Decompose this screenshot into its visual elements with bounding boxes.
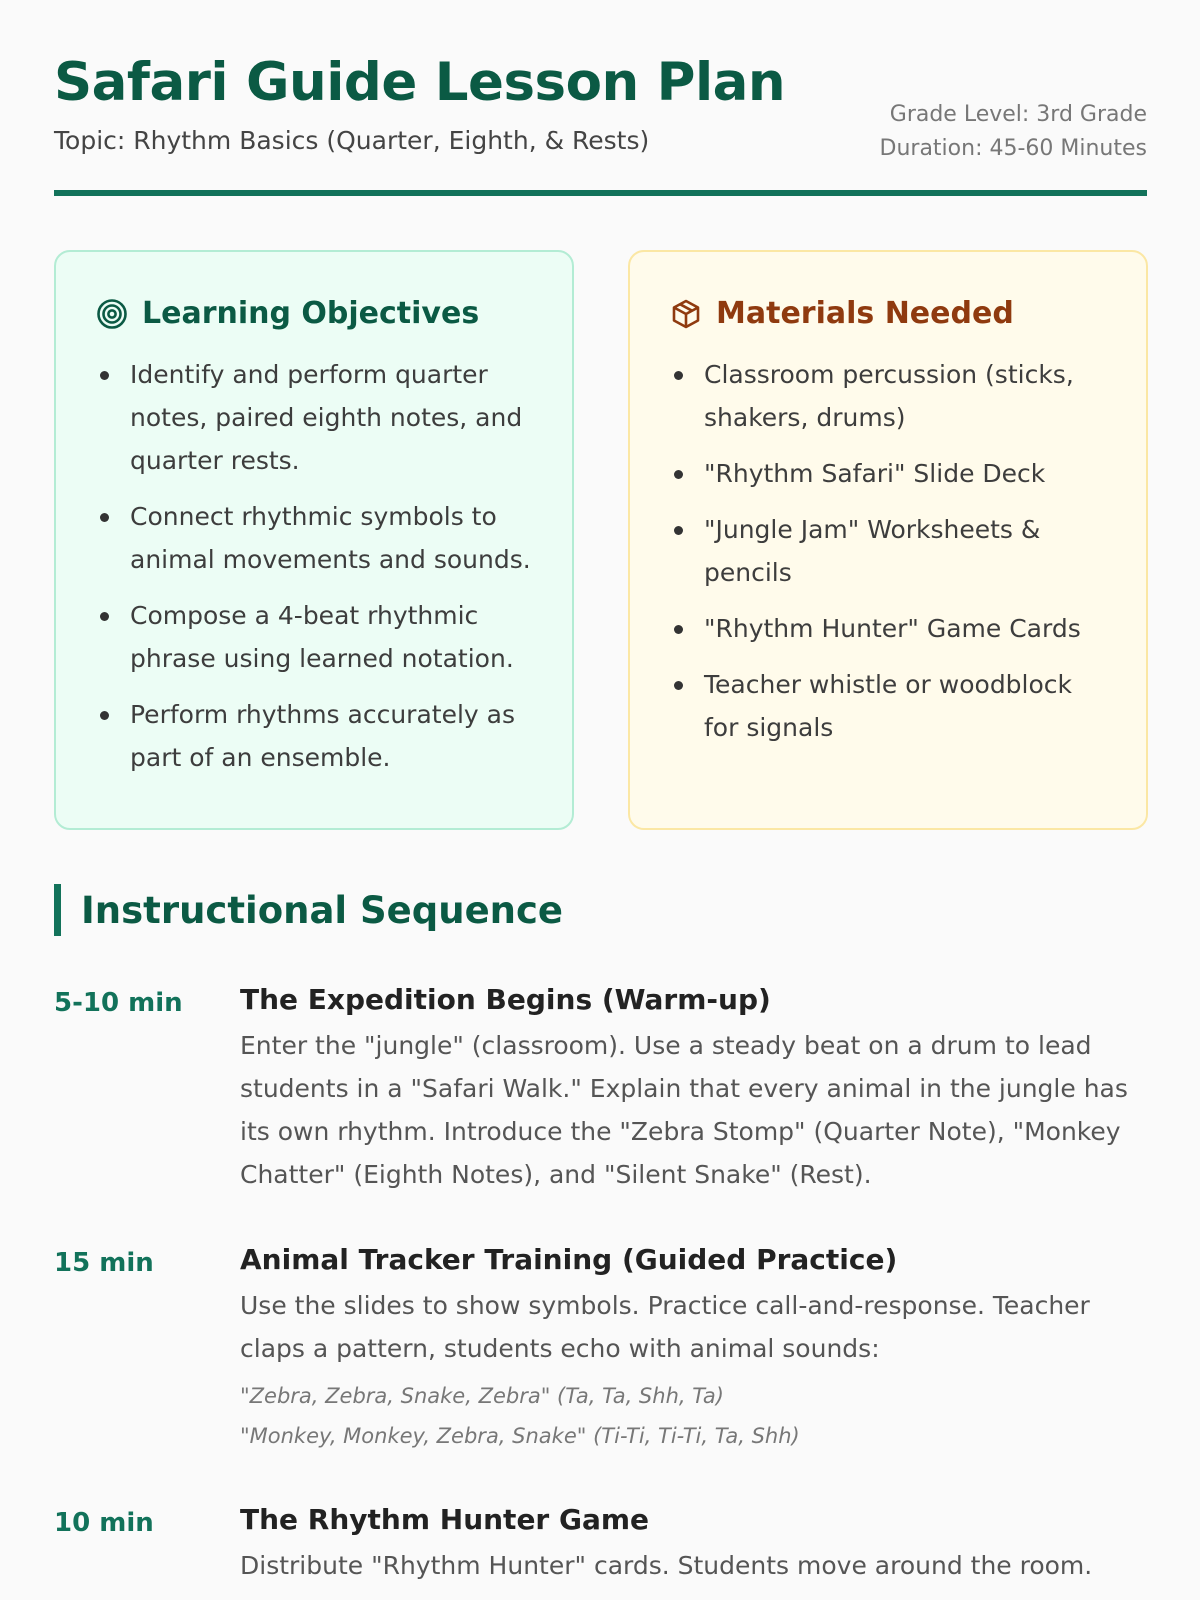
- rhythm-example: "Monkey, Monkey, Zebra, Snake" (Ti-Ti, Ti-Ti, Ta, Shh): [240, 1424, 800, 1448]
- objectives-list: [96, 353, 538, 779]
- objective-item: Perform rhythms accurately as part of an ensemble.: [96, 693, 538, 779]
- grade-level: Grade Level: 3rd Grade: [889, 102, 1147, 127]
- step-description: Use the slides to show symbols. Practice call-and-response. Teacher claps a pattern, students echo with animal sounds:: [240, 1291, 1090, 1363]
- objective-item: Identify and perform quarter notes, paired eighth notes, and quarter rests.: [96, 353, 538, 482]
- rhythm-example: "Zebra, Zebra, Snake, Zebra" (Ta, Ta, Shh, Ta): [240, 1384, 724, 1408]
- objective-item: Compose a 4-beat rhythmic phrase using learned notation.: [96, 594, 538, 680]
- header-divider: [54, 190, 1147, 196]
- step-title: Animal Tracker Training (Guided Practice): [240, 1243, 898, 1276]
- step-title: The Expedition Begins (Warm-up): [240, 983, 771, 1016]
- step-body: [240, 1502, 1147, 1587]
- step-description: Enter the "jungle" (classroom). Use a steady beat on a drum to lead students in a "Safari Walk." Explain that every animal in the jungle has its own rhythm. Introduce the "Zebra Stomp" (Quarter Note), "Monkey Chatter" (Eighth Notes), and "Silent Snake" (Rest).: [240, 1031, 1128, 1189]
- objectives-card: [54, 250, 574, 830]
- step-time: 5-10 min: [54, 988, 183, 1018]
- step-description: Distribute "Rhythm Hunter" cards. Students move around the room.: [240, 1551, 1093, 1580]
- lesson-plan-page: [54, 0, 1147, 1580]
- box-icon: [670, 298, 702, 330]
- step-body: [240, 982, 1147, 1196]
- objective-item: Connect rhythmic symbols to animal movements and sounds.: [96, 495, 538, 581]
- lesson-meta: [880, 98, 1147, 166]
- material-item: "Rhythm Hunter" Game Cards: [670, 607, 1112, 650]
- step-body: [240, 1242, 1147, 1456]
- materials-card: [628, 250, 1148, 830]
- sequence-heading: Instructional Sequence: [54, 884, 563, 936]
- step-time: 10 min: [54, 1508, 154, 1538]
- material-item: Classroom percussion (sticks, shakers, drums): [670, 353, 1112, 439]
- objectives-title: Learning Objectives: [142, 296, 480, 331]
- target-icon: [96, 298, 128, 330]
- material-item: "Jungle Jam" Worksheets & pencils: [670, 508, 1112, 594]
- step-title: The Rhythm Hunter Game: [240, 1503, 650, 1536]
- page-title: Safari Guide Lesson Plan: [54, 52, 786, 113]
- duration: Duration: 45-60 Minutes: [879, 136, 1147, 161]
- topic-subtitle: Topic: Rhythm Basics (Quarter, Eighth, & Rests): [54, 126, 650, 155]
- header: [54, 0, 1147, 198]
- rhythm-examples: [240, 1376, 1147, 1456]
- material-item: "Rhythm Safari" Slide Deck: [670, 452, 1112, 495]
- materials-title: Materials Needed: [716, 296, 1014, 331]
- materials-heading: [670, 296, 1112, 331]
- materials-list: [670, 353, 1112, 749]
- objectives-heading: [96, 296, 538, 331]
- step-time: 15 min: [54, 1248, 154, 1278]
- material-item: Teacher whistle or woodblock for signals: [670, 663, 1112, 749]
